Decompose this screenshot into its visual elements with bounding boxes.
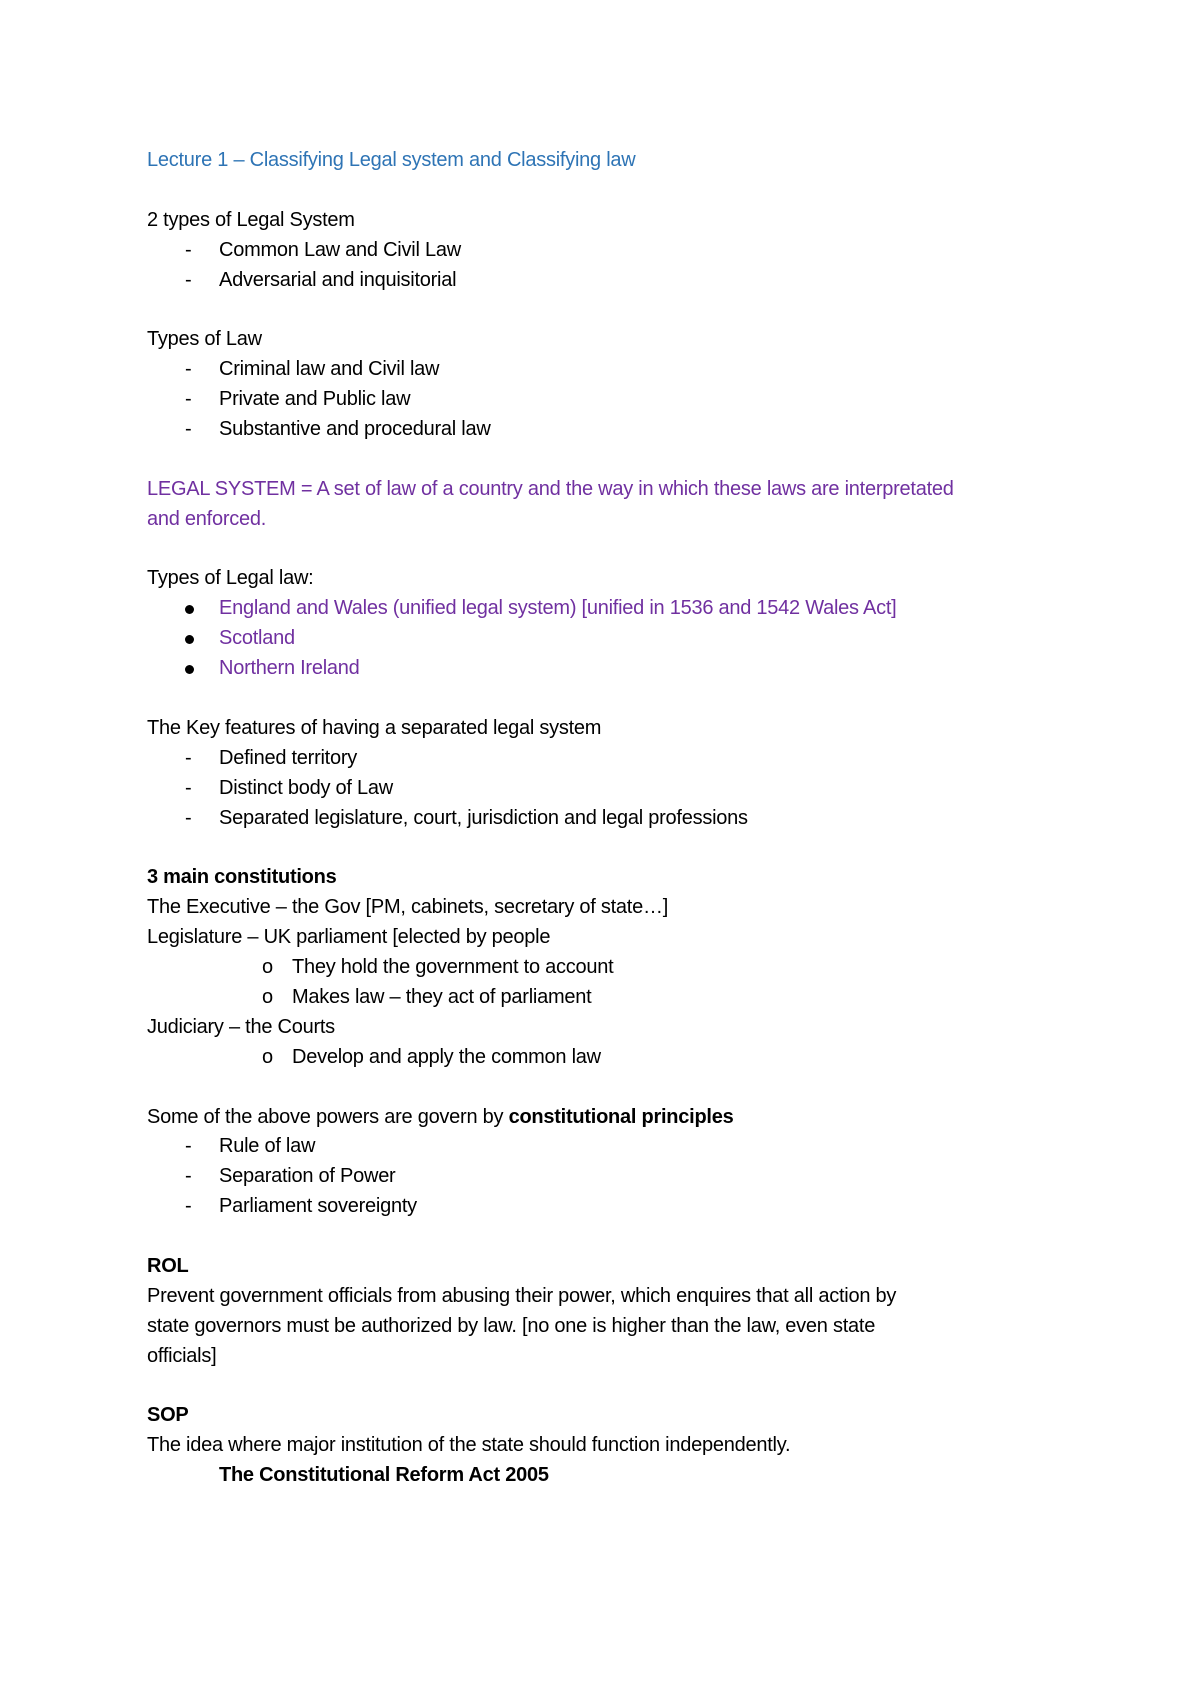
executive-line: The Executive – the Gov [PM, cabinets, secretary of state…]: [147, 896, 669, 919]
list-item-text: Defined territory: [219, 746, 358, 769]
list-item: [147, 804, 1147, 834]
dash-marker: -: [185, 1165, 192, 1188]
dash-marker: -: [185, 806, 192, 829]
sub-list-item: [147, 1043, 1147, 1073]
legal-system-definition-line: and enforced.: [147, 507, 267, 530]
list-item-text: Separated legislature, court, jurisdiction and legal professions: [219, 806, 748, 829]
legal-law-types-heading: Types of Legal law:: [147, 567, 314, 590]
list-item: [147, 236, 1147, 266]
bullet-item-text: Northern Ireland: [219, 657, 360, 680]
list-item: [147, 1192, 1147, 1222]
list-item-text: Distinct body of Law: [219, 776, 393, 799]
rol-paragraph-line: state governors must be authorized by law. [no one is higher than the law, even state: [147, 1314, 876, 1337]
bullet-icon: [185, 635, 194, 644]
bullet-icon: [185, 665, 194, 674]
legal-system-types-heading: 2 types of Legal System: [147, 208, 355, 231]
sop-heading: SOP: [147, 1404, 189, 1427]
circle-marker: o: [262, 985, 273, 1008]
sub-list-item-text: Makes law – they act of parliament: [292, 985, 592, 1008]
principles-intro-text: Some of the above powers are govern by: [147, 1105, 509, 1128]
list-item: [147, 1132, 1147, 1162]
rol-paragraph-line: Prevent government officials from abusing their power, which enquires that all action by: [147, 1284, 897, 1307]
list-item-text: Substantive and procedural law: [219, 418, 491, 441]
list-item: [147, 774, 1147, 804]
rol-paragraph-line: officials]: [147, 1344, 217, 1367]
judiciary-line: Judiciary – the Courts: [147, 1015, 335, 1038]
constitutional-reform-act: The Constitutional Reform Act 2005: [219, 1464, 549, 1487]
key-features-heading: The Key features of having a separated legal system: [147, 716, 602, 739]
list-item-text: Criminal law and Civil law: [219, 358, 440, 381]
list-item-text: Adversarial and inquisitorial: [219, 268, 457, 291]
list-item: [147, 415, 1147, 445]
circle-marker: o: [262, 1045, 273, 1068]
lecture-title: Lecture 1 – Classifying Legal system and Classifying law: [147, 149, 636, 171]
principles-intro: [147, 1103, 1147, 1133]
dash-marker: -: [185, 746, 192, 769]
dash-marker: -: [185, 268, 192, 291]
sub-list-item: [147, 953, 1147, 983]
bullet-item-text: Scotland: [219, 627, 295, 650]
legal-system-definition-line: LEGAL SYSTEM = A set of law of a country and the way in which these laws are interpretated: [147, 477, 954, 500]
rol-heading: ROL: [147, 1254, 189, 1277]
constitutions-heading: 3 main constitutions: [147, 866, 337, 889]
list-item-text: Parliament sovereignty: [219, 1195, 417, 1218]
circle-marker: o: [262, 956, 273, 979]
dash-marker: -: [185, 418, 192, 441]
bullet-item: [147, 624, 1147, 654]
list-item: [147, 355, 1147, 385]
bullet-item-text: England and Wales (unified legal system) [unified in 1536 and 1542 Wales Act]: [219, 597, 897, 620]
types-of-law-heading: Types of Law: [147, 328, 262, 351]
dash-marker: -: [185, 358, 192, 381]
dash-marker: -: [185, 1135, 192, 1158]
sop-paragraph: The idea where major institution of the state should function independently.: [147, 1434, 791, 1457]
list-item: [147, 266, 1147, 296]
list-item: [147, 1162, 1147, 1192]
bullet-item: [147, 594, 1147, 624]
dash-marker: -: [185, 1195, 192, 1218]
dash-marker: -: [185, 238, 192, 261]
list-item: [147, 744, 1147, 774]
list-item-text: Rule of law: [219, 1135, 316, 1158]
bullet-item: [147, 654, 1147, 684]
list-item-text: Separation of Power: [219, 1165, 396, 1188]
list-item-text: Private and Public law: [219, 388, 411, 411]
bullet-icon: [185, 605, 194, 614]
sub-list-item: [147, 983, 1147, 1013]
sub-list-item-text: Develop and apply the common law: [292, 1045, 601, 1068]
sub-list-item-text: They hold the government to account: [292, 956, 614, 979]
principles-intro-bold: constitutional principles: [508, 1105, 734, 1128]
list-item: [147, 385, 1147, 415]
dash-marker: -: [185, 388, 192, 411]
list-item-text: Common Law and Civil Law: [219, 238, 461, 261]
dash-marker: -: [185, 776, 192, 799]
legislature-line: Legislature – UK parliament [elected by people: [147, 926, 551, 949]
document-body: [147, 146, 1147, 1491]
